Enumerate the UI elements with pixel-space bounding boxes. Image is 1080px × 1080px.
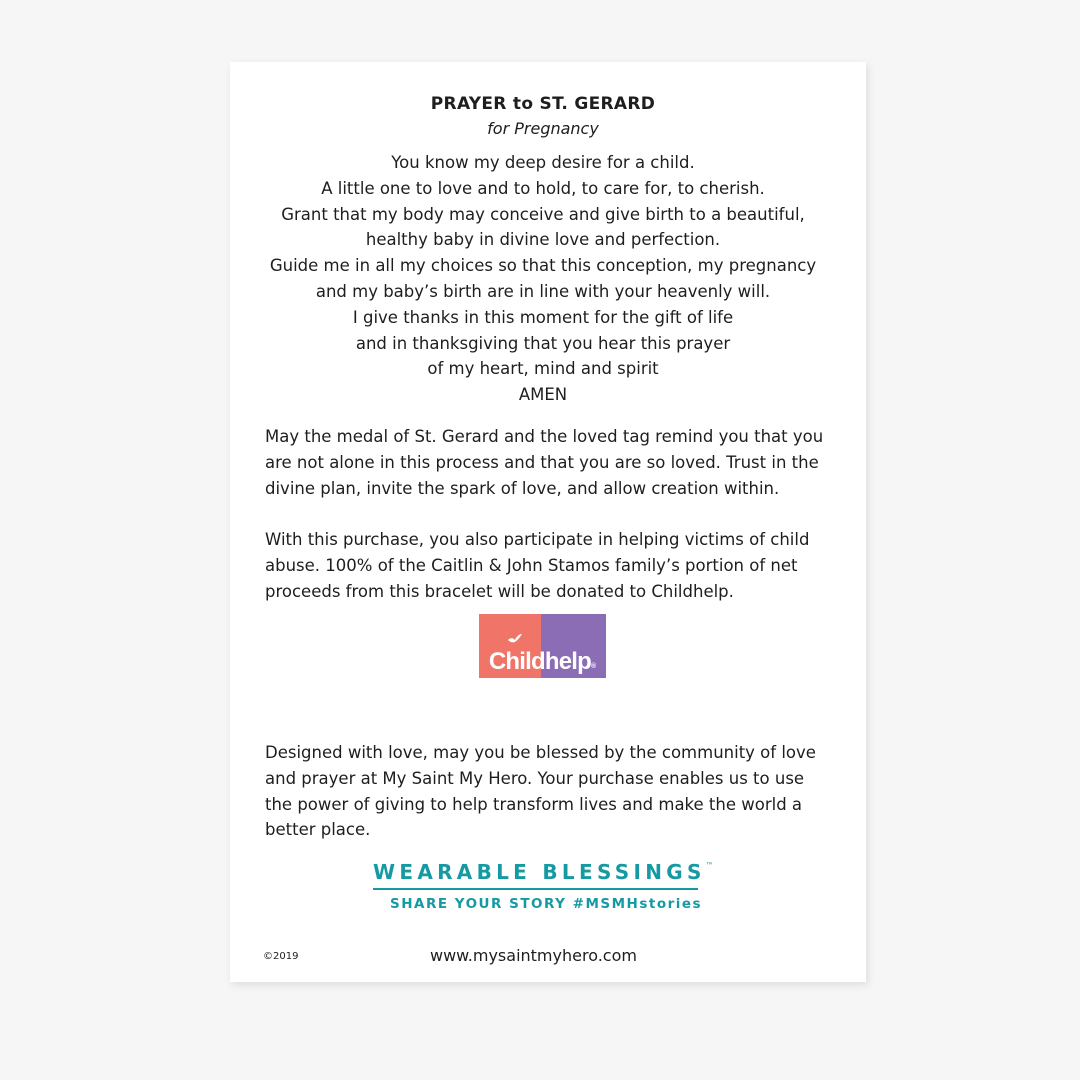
trademark-mark: ™ <box>705 861 714 870</box>
share-story-hashtag: SHARE YOUR STORY #MSMHstories <box>390 896 703 912</box>
registered-mark: ® <box>590 663 597 670</box>
medal-paragraph: May the medal of St. Gerard and the loved tag remind you that you are not alone in this process and that you are so loved. Trust in the divine plan, invite the spark of love, and allow creation within. <box>265 427 824 498</box>
logo-wordmark <box>479 648 606 676</box>
card-title: PRAYER to ST. GERARD <box>430 94 656 114</box>
prayer-line: Guide me in all my choices so that this conception, my pregnancy <box>269 256 817 276</box>
purchase-paragraph: With this purchase, you also participate in helping victims of child abuse. 100% of the Caitlin & John Stamos family’s portion of net proceeds from this bracelet will be donated to Childhelp. <box>265 530 810 601</box>
prayer-line: You know my deep desire for a child. <box>391 153 695 172</box>
childhelp-logo <box>479 614 606 678</box>
website-url: www.mysaintmyhero.com <box>430 946 637 965</box>
prayer-text <box>230 150 856 408</box>
logo-text: Childhelp <box>488 648 591 675</box>
copyright-notice: ©2019 <box>263 951 299 962</box>
brand-tagline <box>373 860 714 884</box>
prayer-amen: AMEN <box>518 385 568 405</box>
prayer-card <box>230 62 866 982</box>
prayer-line: Grant that my body may conceive and give birth to a beautiful, <box>281 204 805 224</box>
prayer-line: I give thanks in this moment for the gift of life <box>352 307 734 327</box>
prayer-line: healthy baby in divine love and perfection. <box>365 230 721 250</box>
designed-paragraph: Designed with love, may you be blessed by the community of love and prayer at My Saint My Hero. Your purchase enables us to use the power of giving to help transform lives and make the world a better place. <box>265 743 816 840</box>
prayer-line: and in thanksgiving that you hear this prayer <box>355 333 731 353</box>
dove-icon <box>507 633 523 645</box>
prayer-line: of my heart, mind and spirit <box>427 359 659 379</box>
prayer-line: A little one to love and to hold, to care for, to cherish. <box>321 178 765 198</box>
prayer-line: and my baby’s birth are in line with your heavenly will. <box>315 281 771 301</box>
brand-tagline-text: WEARABLE BLESSINGS <box>373 860 706 884</box>
card-subtitle: for Pregnancy <box>487 119 599 138</box>
tagline-divider <box>373 888 698 890</box>
